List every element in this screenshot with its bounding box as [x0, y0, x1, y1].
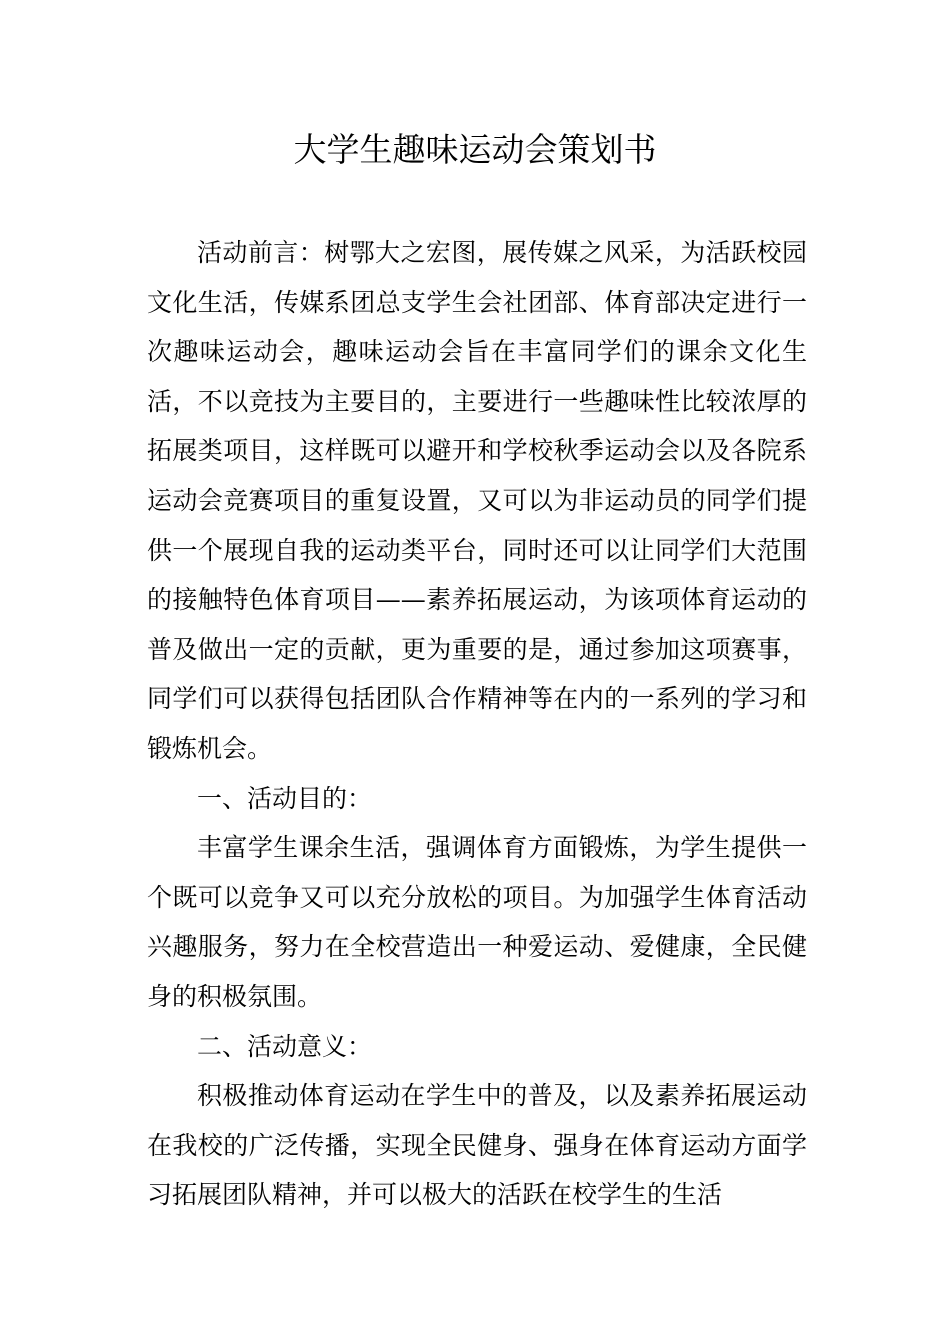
- paragraph-activity-significance: 积极推动体育运动在学生中的普及，以及素养拓展运动在我校的广泛传播，实现全民健身、强身在体育运动方面学习拓展团队精神，并可以极大的活跃在校学生的生活: [147, 1081, 807, 1210]
- paragraph-activity-purpose: 丰富学生课余生活，强调体育方面锻炼，为学生提供一个既可以竞争又可以充分放松的项目。为加强学生体育活动兴趣服务，努力在全校营造出一种爱运动、爱健康，全民健身的积极氛围。: [147, 833, 807, 1011]
- document-body: [147, 228, 807, 1220]
- heading-activity-significance: 二、活动意义：: [197, 1031, 373, 1061]
- paragraph-preface: 活动前言：树鄂大之宏图，展传媒之风采，为活跃校园文化生活，传媒系团总支学生会社团部、体育部决定进行一次趣味运动会，趣味运动会旨在丰富同学们的课余文化生活，不以竞技为主要目的，主要进行一些趣味性比较浓厚的拓展类项目，这样既可以避开和学校秋季运动会以及各院系运动会竞赛项目的重复设置，又可以为非运动员的同学们提供一个展现自我的运动类平台，同时还可以让同学们大范围的接触特色体育项目——素养拓展运动，为该项体育运动的普及做出一定的贡献，更为重要的是，通过参加这项赛事，同学们可以获得包括团队合作精神等在内的一系列的学习和锻炼机会。: [147, 238, 807, 763]
- heading-activity-purpose: 一、活动目的：: [197, 783, 373, 813]
- document-title: 大学生趣味运动会策划书: [293, 130, 657, 169]
